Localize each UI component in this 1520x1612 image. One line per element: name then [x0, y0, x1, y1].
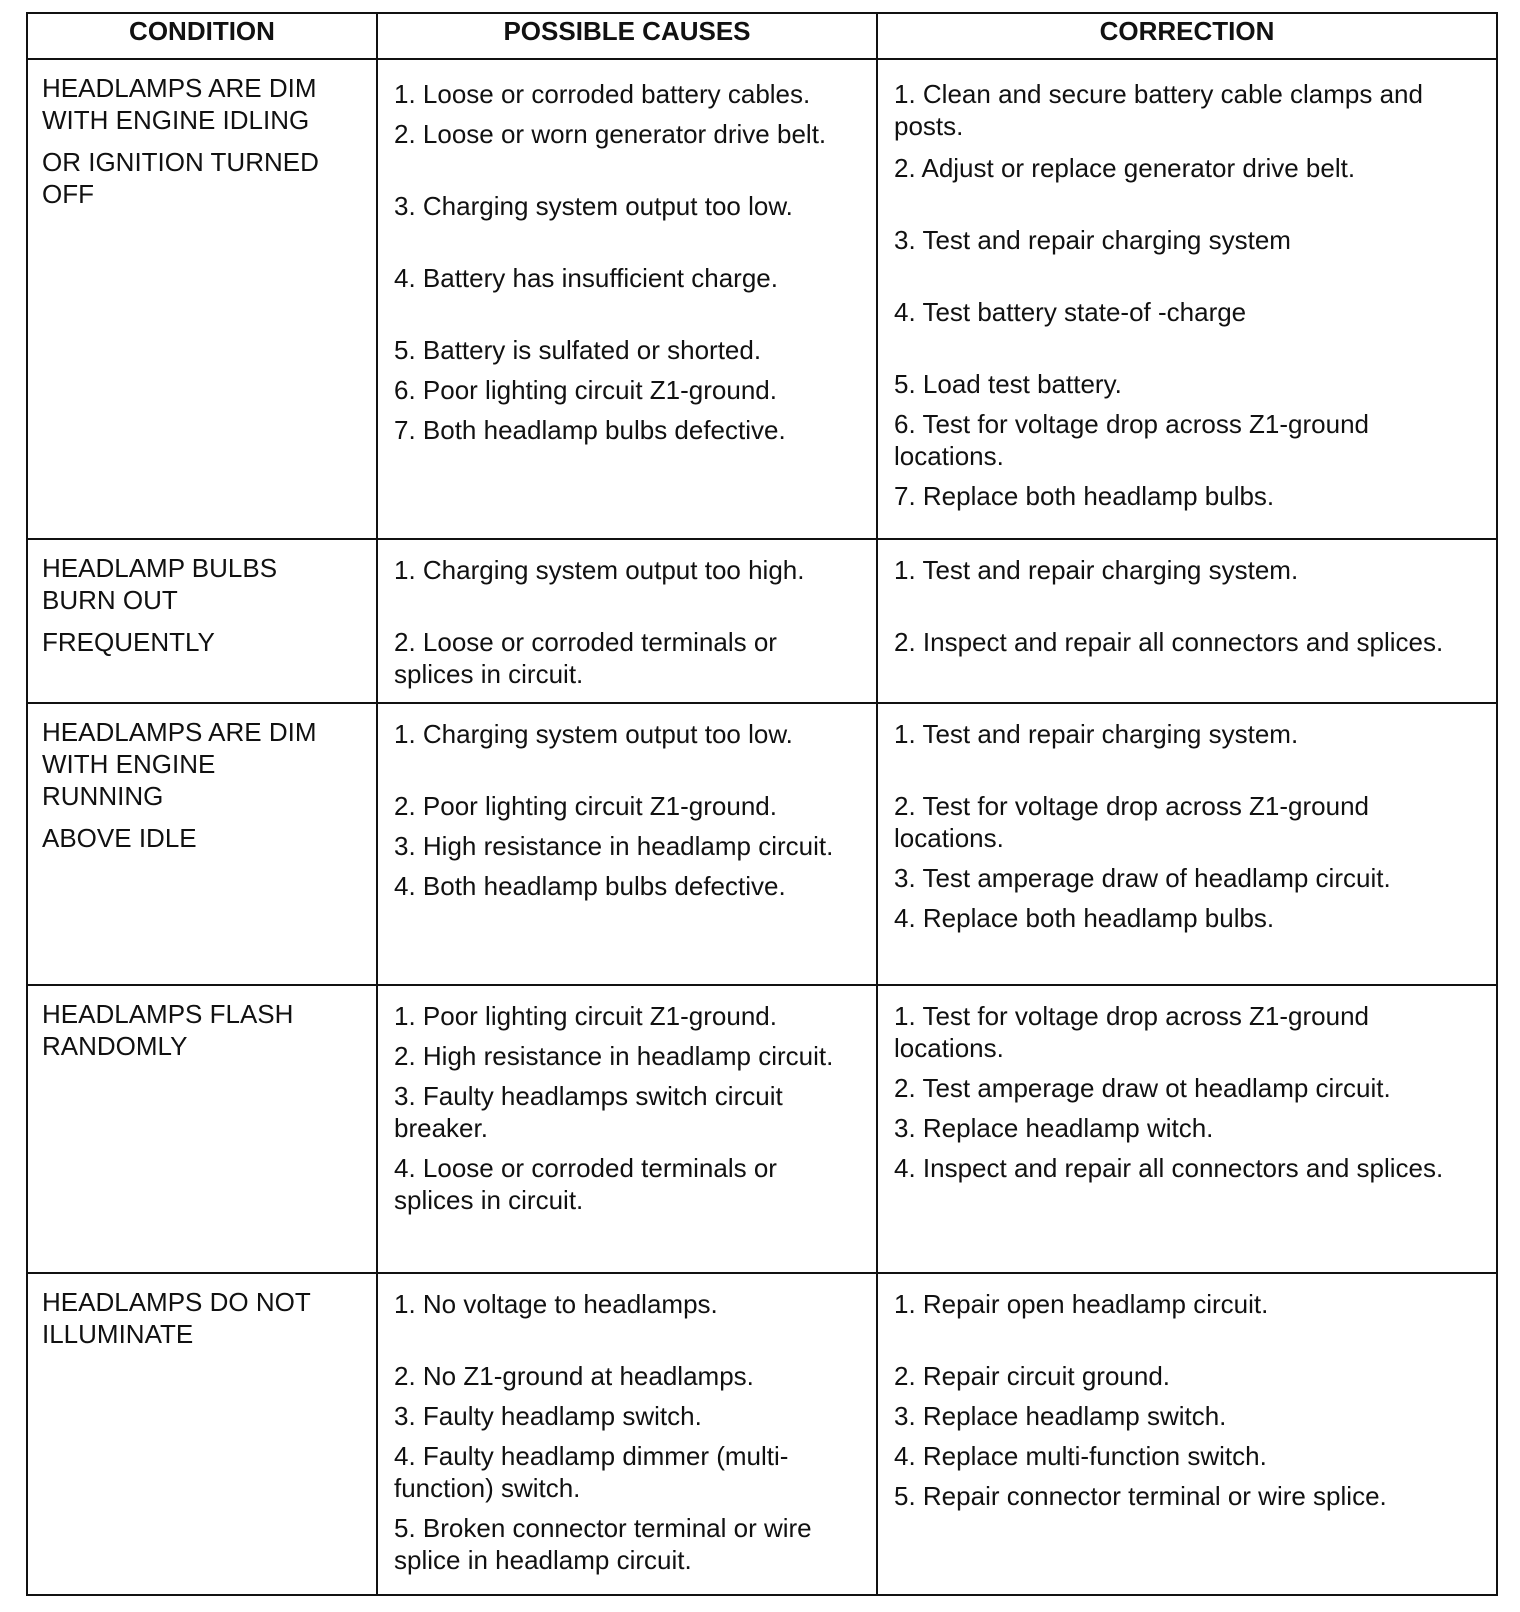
correction-item: 3. Replace headlamp witch. — [894, 1113, 1214, 1143]
condition-cell — [27, 985, 377, 1273]
condition-text: OR IGNITION TURNED — [42, 147, 319, 177]
cause-item: 4. Battery has insufficient charge. — [394, 263, 778, 293]
correction-item: 3. Test amperage draw of headlamp circuit. — [894, 863, 1391, 893]
condition-text: WITH ENGINE — [42, 749, 216, 779]
correction-item: 6. Test for voltage drop across Z1-ground locations. — [894, 409, 1369, 471]
table-row — [27, 59, 1497, 539]
cause-item: 2. Loose or corroded terminals or splices in circuit. — [394, 627, 777, 689]
condition-text: FREQUENTLY — [42, 627, 215, 657]
cause-item: 1. Loose or corroded battery cables. — [394, 79, 811, 109]
cause-item: 2. High resistance in headlamp circuit. — [394, 1041, 834, 1071]
condition-text: ILLUMINATE — [42, 1319, 194, 1349]
correction-cell — [877, 703, 1497, 985]
cause-item: 3. Faulty headlamps switch circuit breaker. — [394, 1081, 783, 1143]
table-body — [27, 59, 1497, 1595]
correction-cell — [877, 985, 1497, 1273]
condition-text: OFF — [42, 179, 94, 209]
cause-item: 5. Broken connector terminal or wire splice in headlamp circuit. — [394, 1513, 812, 1575]
correction-item: 1. Test and repair charging system. — [894, 555, 1299, 585]
condition-text: HEADLAMPS ARE DIM — [42, 73, 317, 103]
table-row — [27, 1273, 1497, 1595]
condition-text: HEADLAMPS DO NOT — [42, 1287, 311, 1317]
condition-text: WITH ENGINE IDLING — [42, 105, 310, 135]
table-row — [27, 985, 1497, 1273]
cause-item: 4. Faulty headlamp dimmer (multi-function) switch. — [394, 1441, 789, 1503]
correction-item: 2. Adjust or replace generator drive belt. — [894, 153, 1356, 183]
correction-item: 1. Clean and secure battery cable clamps and posts. — [894, 79, 1423, 141]
header-correction: CORRECTION — [877, 13, 1497, 59]
correction-item: 4. Test battery state-of -charge — [894, 297, 1247, 327]
condition-text: ABOVE IDLE — [42, 823, 197, 853]
cause-cell — [377, 539, 877, 703]
header-row — [27, 13, 1497, 59]
correction-item: 5. Repair connector terminal or wire splice. — [894, 1481, 1387, 1511]
correction-item: 2. Test for voltage drop across Z1-ground locations. — [894, 791, 1369, 853]
cause-item: 7. Both headlamp bulbs defective. — [394, 415, 786, 445]
cause-item: 1. No voltage to headlamps. — [394, 1289, 718, 1319]
cause-item: 4. Loose or corroded terminals or splices in circuit. — [394, 1153, 777, 1215]
cause-cell — [377, 703, 877, 985]
condition-cell — [27, 1273, 377, 1595]
table-row — [27, 539, 1497, 703]
cause-item: 1. Charging system output too low. — [394, 719, 793, 749]
condition-text: RANDOMLY — [42, 1031, 188, 1061]
correction-item: 1. Repair open headlamp circuit. — [894, 1289, 1269, 1319]
correction-item: 3. Replace headlamp switch. — [894, 1401, 1227, 1431]
cause-item: 3. Charging system output too low. — [394, 191, 793, 221]
cause-item: 2. No Z1-ground at headlamps. — [394, 1361, 754, 1391]
cause-item: 5. Battery is sulfated or shorted. — [394, 335, 762, 365]
condition-text: HEADLAMP BULBS — [42, 553, 278, 583]
correction-item: 7. Replace both headlamp bulbs. — [894, 481, 1275, 511]
correction-cell — [877, 1273, 1497, 1595]
correction-item: 4. Replace multi-function switch. — [894, 1441, 1267, 1471]
troubleshooting-table — [26, 12, 1498, 1596]
correction-cell — [877, 59, 1497, 539]
correction-item: 4. Inspect and repair all connectors and splices. — [894, 1153, 1444, 1183]
correction-item: 1. Test and repair charging system. — [894, 719, 1299, 749]
correction-item: 2. Inspect and repair all connectors and splices. — [894, 627, 1444, 657]
cause-item: 3. High resistance in headlamp circuit. — [394, 831, 834, 861]
table-row — [27, 703, 1497, 985]
cause-cell — [377, 59, 877, 539]
condition-cell — [27, 539, 377, 703]
correction-item: 3. Test and repair charging system — [894, 225, 1291, 255]
header-condition: CONDITION — [27, 13, 377, 59]
condition-cell — [27, 59, 377, 539]
correction-item: 1. Test for voltage drop across Z1-ground locations. — [894, 1001, 1369, 1063]
correction-cell — [877, 539, 1497, 703]
cause-item: 2. Loose or worn generator drive belt. — [394, 119, 827, 149]
correction-item: 5. Load test battery. — [894, 369, 1122, 399]
correction-item: 2. Repair circuit ground. — [894, 1361, 1171, 1391]
cause-cell — [377, 1273, 877, 1595]
condition-cell — [27, 703, 377, 985]
cause-item: 4. Both headlamp bulbs defective. — [394, 871, 786, 901]
correction-item: 4. Replace both headlamp bulbs. — [894, 903, 1275, 933]
correction-item: 2. Test amperage draw ot headlamp circuit. — [894, 1073, 1391, 1103]
condition-text: RUNNING — [42, 781, 164, 811]
cause-item: 1. Charging system output too high. — [394, 555, 805, 585]
condition-text: BURN OUT — [42, 585, 178, 615]
cause-item: 2. Poor lighting circuit Z1-ground. — [394, 791, 777, 821]
cause-item: 1. Poor lighting circuit Z1-ground. — [394, 1001, 777, 1031]
header-possible-causes: POSSIBLE CAUSES — [377, 13, 877, 59]
cause-item: 3. Faulty headlamp switch. — [394, 1401, 702, 1431]
cause-item: 6. Poor lighting circuit Z1-ground. — [394, 375, 777, 405]
condition-text: HEADLAMPS ARE DIM — [42, 717, 317, 747]
condition-text: HEADLAMPS FLASH — [42, 999, 294, 1029]
cause-cell — [377, 985, 877, 1273]
